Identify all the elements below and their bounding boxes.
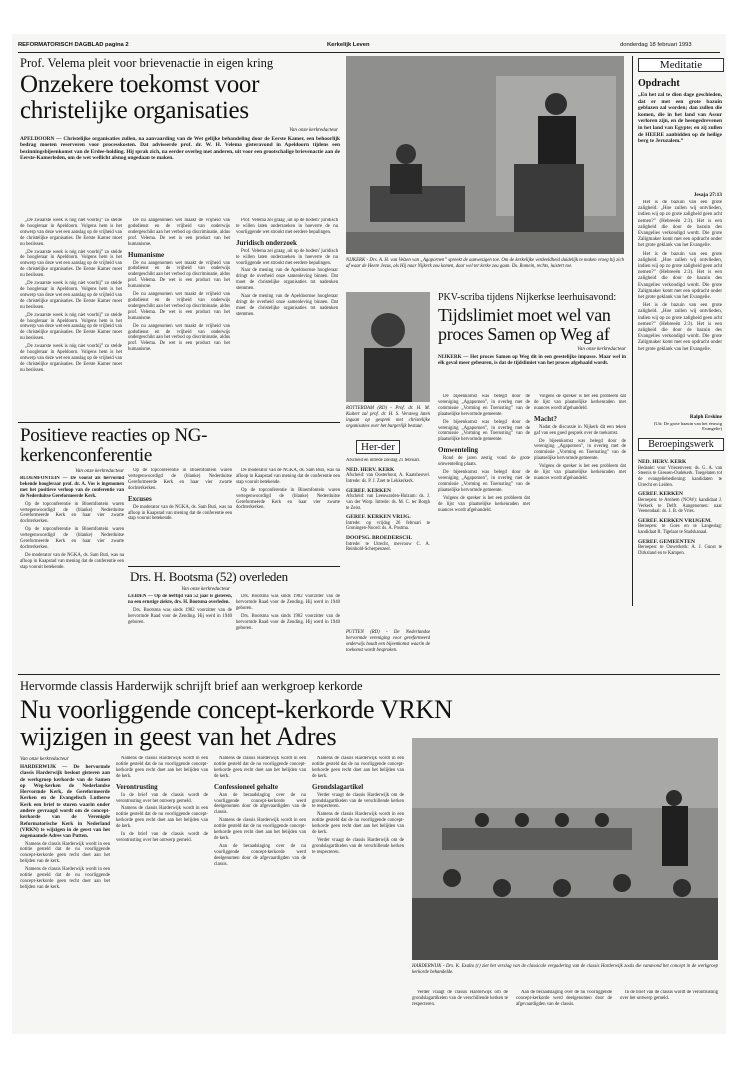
meditatie-title: Opdracht (638, 78, 680, 89)
article1-lead: APELDOORN — Christelijke organisaties zullen, na aanvaarding van de Wet gelijke behandeling door de Eerste Kamer, een behoorlijk bedrag moeten reserveren voor processkosten. Dat adviseerde prof. dr. W. H. Velema gisteravond in Apeldoorn tijdens een bezinningsbijeenkomst van de Erdee-holding. Hij sprak zich, na eerder overleg met anderen, uit voor een grootschalige brievenactie aan de Eerste-Kamerleden, om de wet wellicht alsnog ongedaan te maken. (20, 136, 340, 162)
beroep-church-4: GEREF. GEMEENTEN (638, 538, 695, 545)
article4-col1 (438, 394, 530, 664)
photo-harderwijk-drawing (412, 738, 718, 960)
meditatie-body-p1: Het is de bazuin van een grote zaligheid. „Hoe zullen wij ontvlieden, indien wij op zo grote zaligheid geen acht nemen?” (Hebreeën 2:3). Het is een zaligheid die door de bazuin des Evangelies verkondigd wordt. Die grote Zaligmaker komt met een opdracht onder het grote geklank van het Evangelie. (638, 200, 722, 249)
beroep-text-4: Beroepen: te Ouwerkerk: A. J. Gunst te Dirksland en te Kampen. (638, 545, 722, 557)
article3-col1 (128, 594, 232, 664)
herder-header: Her-der (356, 440, 400, 454)
masthead-right: donderdag 18 februari 1993 (620, 42, 692, 48)
masthead-left: REFORMATORISCH DAGBLAD pagina 2 (18, 42, 129, 48)
herder-church-3: GEREF. KERKEN VRIJG. (346, 514, 411, 521)
article1-body4: Naar de mening van de Apeldoornse hoogleraar dringt de overheid onze samenleving binnen. Dat moet de christelijke organisaties tot nadenken stemmen. (236, 268, 338, 292)
article5-lead: HARDERWIJK — De hervormde classis Harderwijk besloot gisteren aan de werkgroep kerkorde van de Samen op Weg-kerken de Nederlandse Hervormde Kerk, de Gereformeerde Kerken en de Evangelisch Lutherse Kerk een brief te sturen waarin onder andere gevraagd wordt om de concept-kerkorde van de Verenigde Reformatorische Kerk in Nederland (VRKN) te wijzigen in de geest van het zogenaamde Adres van Putten. (20, 764, 110, 840)
article5-body3b: Namens de classis Harderwijk wordt in een notitie gesteld dat de nu voorliggende concept-kerkorde geen recht doet aan het belijden van de kerk. (214, 818, 306, 841)
meditatie-body (638, 200, 722, 410)
article5-body2d: In de brief van de classis wordt de verontrusting over het ontwerp gemeld. (620, 990, 718, 1001)
article2-body: Op de topconferentie in Bloemfontein waren vertegenwoordigd de (blanke) Nederduitse Gereformeerde Kerk en haar vier zwarte dochterkerken. (20, 501, 124, 525)
article2-rule (18, 422, 340, 423)
article4-byline: Van onze kerkredacteur (577, 346, 626, 352)
article5-rule (18, 674, 720, 675)
article3-lead: LEIDEN — Op de leeftijd van 52 jaar is gisteren, na een ernstige ziekte, drs. H. Bootsma overleden. (128, 594, 232, 605)
article5-col5 (412, 990, 508, 1028)
article5-body4: Verder vraagt de classis Harderwijk om de grondslagartikelen van de verschillende kerken te respecteren. (312, 792, 404, 810)
photo-nijkerk-drawing (346, 56, 624, 254)
article3-col2 (236, 594, 340, 664)
photo4-caption: HARDERWIJK - Drs. K. Exalto (r) ziet het verslag van de classicale vergadering van de classis Harderwijk zoals die vanavond het concept in de werkgroep kerkorde behandelde. (412, 964, 718, 975)
article4-lead: NIJKERK — Het proces Samen op Weg dit in een geestelijke impasse. Maar wel in elk geval meer gebeuren, is dat de tijdslimiet van het proces afgehaald wordt. (438, 354, 626, 367)
article1-body3a: Prof. Velema zei graag ‚uit op de bodem’ juridisch te willen laten onderzoeken in hoeverre de nu voorliggende wet strookt met eerdere bepalingen. (236, 218, 338, 235)
article5-col6 (516, 990, 612, 1028)
article4-sub2: Omwenteling (438, 446, 479, 455)
article1-body2b: De nu aangenomen wet maakt de vrijheid van godsdienst en de vrijheid van onderwijs ondergeschikt aan het verbod op discriminatie, aldus prof. Velema. De wet is een product van het humanisme. (128, 292, 230, 321)
beroep-church-2: GEREF. KERKEN (638, 491, 684, 498)
article2-col2 (128, 468, 232, 563)
meditatie-note: (Uit: De grote bazuin van het eeuwig Evangelie) (653, 421, 722, 432)
article5-body4b: Namens de classis Harderwijk wordt in een notitie gesteld dat de nu voorliggende concept-kerkorde geen recht doet aan het belijden van de kerk. (312, 812, 404, 836)
beroep-text-3: Beroepen: te Goes en te Langeslag: kandidaat R. Tigelaar te Stadskanaal. (638, 524, 722, 536)
article5-body4d: Verder vraagt de classis Harderwijk om de grondslagartikelen van de verschillende kerken te respecteren. (412, 990, 508, 1007)
article2-body-d: Op de topconferentie in Bloemfontein waren vertegenwoordigd de (blanke) Nederduitse Gereformeerde Kerk en haar vier zwarte dochterkerken. (128, 468, 232, 491)
meditatie-header: Meditatie (638, 58, 724, 72)
article1-body1-cont2: „De zwaarste week is nóg niet voorbij” zo stelde de hoogleraar in Apeldoorn. Volgens hem is het ontwerp van deze wet een aanslag op de vrijheid van de christelijke organisaties. De Eerste Kamer moet nu beslissen. (20, 281, 122, 310)
photo3-caption: PUTTEN (RD) - De Nederlandse hervormde vereniging voor gereformeerd onderwijs houdt een bijeenkomst waarin de toekomst wordt besproken. (346, 630, 430, 653)
article1-body2: De nu aangenomen wet maakt de vrijheid van godsdienst en de vrijheid van onderwijs ondergeschikt aan het verbod op discriminatie, aldus prof. Velema. De wet is een product van het humanisme. (128, 260, 230, 290)
beroepingswerk-list (638, 456, 722, 616)
article5-kicker: Hervormde classis Harderwijk schrijft brief aan werkgroep kerkorde (20, 679, 363, 693)
article5-col3 (214, 756, 306, 1026)
article1-col2 (128, 218, 230, 418)
beroep-church-3: GEREF. KERKEN VRIJGEM. (638, 517, 712, 524)
herder-list (346, 458, 430, 628)
article1-kicker: Prof. Velema pleit voor brievenactie in eigen kring (20, 56, 274, 70)
article2-lead: BLOEMFONTEIN — De vooral als hervormd bekende hoogleraar prof. dr. A. Vos is ingenomen met het positieve verloop van de conferentie van de Nederduitse Gereformeerde Kerk. (20, 476, 124, 499)
article2-col3 (236, 468, 340, 563)
article4-body-b: De bijeenkomst was belegd door de vereniging „Agapornen”, in overleg met de commissie „Vorming en Toerusting” van de plaatselijke hervormde gemeente. (438, 419, 530, 443)
article2-col1 (20, 476, 124, 661)
article5-body4c: Verder vraagt de classis Harderwijk om de grondslagartikelen van de verschillende kerken te respecteren. (312, 837, 404, 855)
article5-sub3: Grondslagartikel (312, 782, 364, 791)
article5-body-d: Namens de classis Harderwijk wordt in een notitie gesteld dat de nu voorliggende concept-kerkorde geen recht doet aan het belijden van de kerk. (214, 756, 306, 779)
herder-text-4: Intrede: te Utrecht, mevrouw C. A. Reinhold-Scherpenzeel. (346, 541, 430, 553)
article4-col2 (534, 394, 626, 664)
newspaper-page (12, 34, 726, 1034)
meditatie-body-p2: Het is de bazuin van een grote zaligheid. „Hoe zullen wij ontvlieden, indien wij op zo grote zaligheid geen acht nemen?” (Hebreeën 2:3). Het is een zaligheid die door de bazuin des Evangelies verkondigd wordt. Die grote Zaligmaker komt met een opdracht onder het grote geklank van het Evangelie. (638, 251, 722, 301)
article5-col4 (312, 756, 404, 1026)
article3-body-b: Drs. Bootsma was sinds 1982 voorzitter van de hervormde Raad voor de Zending. Hij werd in 1940 geboren. (236, 594, 340, 611)
photo-kuitert-drawing (346, 292, 430, 402)
article1-body1-cont4: „De zwaarste week is nóg niet voorbij” zo stelde de hoogleraar in Apeldoorn. Volgens hem is het ontwerp van deze wet een aanslag op de vrijheid van de christelijke organisaties. De Eerste Kamer moet nu beslissen. (20, 344, 122, 373)
article2-title: Positieve reacties op NG-kerkenconferentie (20, 425, 208, 466)
photo1-caption: NIJKERK - Drs. A. H. van Velzen van „Agapornen” spreekt de aanwezigen toe. Om de kerkelijke verdeeldheid duidelijk te maken vroeg hij zich af waar de Heere Jezus, als Hij naar Nijkerk zou komen, daar wel ter kerke zou gaan. Ds. Romein, rechts, luistert toe. (346, 258, 624, 269)
article4-body: De bijeenkomst was belegd door de vereniging „Agapornen”, in overleg met de commissie „Vorming en Toerusting” van de plaatselijke hervormde gemeente. (438, 394, 530, 417)
article1-body2a: De nu aangenomen wet maakt de vrijheid van godsdienst en de vrijheid van onderwijs ondergeschikt aan het verbod op discriminatie, aldus prof. Velema. De wet is een product van het humanisme. (128, 218, 230, 247)
photo-harderwijk-classis (412, 738, 718, 960)
article5-sub1: Verontrusting (116, 782, 158, 791)
article2-body2b: De moderator van de NGKA, ds. Sam Buti, was na afloop in Kaapstad van mening dat de conferentie een stap vooruit betekende. (236, 468, 340, 485)
herder-text-2: Afscheid: van Leeuwarden-Huizum: ds. J. van der Worp. Intrede: ds. M. C. ter Borgh te Zeist. (346, 494, 430, 511)
meditatie-quote: „En het zal te dien dage geschieden, dat er met een grote bazuin geblazen zal worden; dan zullen die komen, die in het land van Assur verloren zijn, en de heengedrevenen in het land van Egypte; en zij zullen de HEERE aanbidden op de heilige berg te Jeruzalem.” (638, 92, 722, 145)
beroep-church-1: NED. HERV. KERK (638, 459, 687, 465)
meditatie-ref: Jesaja 27:13 (693, 192, 722, 198)
article2-body-b: Op de topconferentie in Bloemfontein waren vertegenwoordigd de (blanke) Nederduitse Gereformeerde Kerk en haar vier zwarte dochterkerken. (20, 527, 124, 550)
article1-col1 (20, 218, 122, 418)
article1-body2c: De nu aangenomen wet maakt de vrijheid van godsdienst en de vrijheid van onderwijs ondergeschikt aan het verbod op discriminatie, aldus prof. Velema. De wet is een product van het humanisme. (128, 323, 230, 353)
sidebar-rule (632, 56, 633, 606)
article2-byline: Van onze kerkredacteur (75, 468, 124, 474)
article5-body: Namens de classis Harderwijk wordt in een notitie gesteld dat de nu voorliggende concept-kerkorde geen recht doet aan het belijden van de kerk. (20, 841, 110, 865)
article4-body4b: De bijeenkomst was belegd door de vereniging „Agapornen”, in overleg met de commissie „Vorming en Toerusting” van de plaatselijke hervormde gemeente. (534, 438, 626, 462)
article4-body3: Rond de jaren zestig vond de grote omwenteling plaats. (438, 456, 530, 468)
meditatie-body-p3: Het is de bazuin van een grote zaligheid. „Hoe zullen wij ontvlieden, indien wij op zo grote zaligheid geen acht nemen?” (Hebreeën 2:3). Het is een zaligheid die door de bazuin des Evangelies verkondigd wordt. Die grote Zaligmaker komt met een opdracht onder het grote geklank van het Evangelie. (638, 303, 722, 352)
photo-nijkerk-speaker (346, 56, 624, 254)
article5-title: Nu voorliggende concept-kerkorde VRKN wijzigen in geest van het Adres (20, 695, 453, 751)
article1-sub1: Humanisme (128, 250, 165, 259)
article4-kicker: PKV-scriba tijdens Nijkerkse leerhuisavond: (438, 292, 617, 303)
article5-col7 (620, 990, 718, 1028)
article5-sub2: Confessioneel gehalte (214, 782, 278, 791)
article1-body1-cont: „De zwaarste week is nóg niet voorbij” zo stelde de hoogleraar in Apeldoorn. Volgens hem is het ontwerp van deze wet een aanslag op de vrijheid van de christelijke organisaties. De Eerste Kamer moet nu beslissen. (20, 249, 122, 279)
article1-col3 (236, 218, 338, 418)
article4-body4: Nadat de discussie in Nijkerk dit een teken gaf van een goed gesprek over de toekomst. (534, 424, 626, 436)
article1-sub2: Juridisch onderzoek (236, 238, 297, 247)
article5-body2: In de brief van de classis wordt de verontrusting over het ontwerp gemeld. (116, 792, 208, 804)
article5-col1 (20, 764, 110, 1026)
article5-body-c: Namens de classis Harderwijk wordt in een notitie gesteld dat de nu voorliggende concept-kerkorde geen recht doet aan het belijden van de kerk. (116, 756, 208, 779)
article3-rule (128, 566, 340, 567)
article4-body2: Volgens de spreker is het een probleem dat de lijst van plaatselijke kerkenraden met nuances wordt afgehandeld. (534, 394, 626, 411)
herder-text-3: Intrede: op vrijdag 26 februari te Groningen-Noord: ds. A. Postma. (346, 520, 430, 532)
article5-body2b: Namens de classis Harderwijk wordt in een notitie gesteld dat de nu voorliggende concept-kerkorde geen recht doet aan het belijden van de kerk. (116, 806, 208, 830)
article5-body-e: Namens de classis Harderwijk wordt in een notitie gesteld dat de nu voorliggende concept-kerkorde geen recht doet aan het belijden van de kerk. (312, 756, 404, 779)
herder-church-2: GEREF. KERKEN (346, 487, 392, 494)
article5-body-b: Namens de classis Harderwijk wordt in een notitie gesteld dat de nu voorliggende concept-kerkorde geen recht doet aan het belijden van de kerk. (20, 867, 110, 890)
article1-body4b: Naar de mening van de Apeldoornse hoogleraar dringt de overheid onze samenleving binnen. Dat moet de christelijke organisaties tot nadenken stemmen. (236, 294, 338, 317)
article3-byline: Van onze kerkredacteur (181, 586, 230, 592)
article2-body2: De moderator van de NGKA, ds. Sam Buti, was na afloop in Kaapstad van mening dat de conferentie een stap vooruit betekende. (128, 504, 232, 522)
article4-sub3: Macht? (534, 414, 557, 423)
article2-sub: Excuses (128, 494, 152, 503)
beroep-text-1: Bedankt: voor Vriezenveen: ds. G. A. van Steenis te Giessen-Oudekerk. Toegelaten tot de evangeliebediening: kandidaten te Utrecht en Leiden. (638, 465, 722, 488)
beroepingswerk-header: Beroepingswerk (638, 438, 724, 451)
meditatie-author: Ralph Erskine (689, 414, 722, 420)
article2-body-e: Op de topconferentie in Bloemfontein waren vertegenwoordigd de (blanke) Nederduitse Gereformeerde Kerk en haar vier zwarte dochterkerken. (236, 487, 340, 511)
article3-body-c: Drs. Bootsma was sinds 1982 voorzitter van de hervormde Raad voor de Zending. Hij werd in 1940 geboren. (236, 613, 340, 631)
article5-byline: Van onze kerkredacteur (20, 756, 69, 762)
masthead-center: Kerkelijk Leven (327, 42, 370, 48)
article2-body-c: De moderator van de NGKA, ds. Sam Buti, was na afloop in Kaapstad van mening dat de conferentie een stap vooruit betekende. (20, 552, 124, 570)
article3-title: Drs. H. Bootsma (52) overleden (130, 569, 288, 584)
article4-body3b: De bijeenkomst was belegd door de vereniging „Agapornen”, in overleg met de commissie „Vorming en Toerusting” van de plaatselijke hervormde gemeente. (438, 470, 530, 493)
article1-body1-cont3: „De zwaarste week is nóg niet voorbij” zo stelde de hoogleraar in Apeldoorn. Volgens hem is het ontwerp van deze wet een aanslag op de vrijheid van de christelijke organisaties. De Eerste Kamer moet nu beslissen. (20, 312, 122, 342)
article1-body3: Prof. Velema zei graag ‚uit op de bodem’ juridisch te willen laten onderzoeken in hoeverre de nu voorliggende wet strookt met eerdere bepalingen. (236, 248, 338, 266)
article5-body3: Aan de beraadslaging over de nu voorliggende concept-kerkorde werd deelgenomen door de afgevaardigden van de classis. (214, 792, 306, 816)
article1-title: Onzekere toekomst voor christelijke organisaties (20, 71, 260, 124)
article4-title: Tijdslimiet moet wel van proces Samen op Weg af (438, 305, 611, 344)
article4-body4c: Volgens de spreker is het een probleem dat de lijst van plaatselijke kerkenraden met nuances wordt afgehandeld. (534, 464, 626, 481)
article4-body3c: Volgens de spreker is het een probleem dat de lijst van plaatselijke kerkenraden met nuances wordt afgehandeld. (438, 495, 530, 513)
article5-body3c: Aan de beraadslaging over de nu voorliggende concept-kerkorde werd deelgenomen door de afgevaardigden van de classis. (214, 843, 306, 867)
article5-body3d: Aan de beraadslaging over de nu voorliggende concept-kerkorde werd deelgenomen door de afgevaardigden van de classis. (516, 990, 612, 1007)
herder-text-1: Afscheid: van Oosterhout, A. Kaatsheuvel. Intrede: ds. P. J. Zoet te Lekkerkerk. (346, 473, 430, 484)
article5-col2 (116, 756, 208, 1026)
article1-body1: „De zwaarste week is nóg niet voorbij” zo stelde de hoogleraar in Apeldoorn. Volgens hem is het ontwerp van deze wet een aanslag op de vrijheid van de christelijke organisaties. De Eerste Kamer moet nu beslissen. (20, 218, 122, 247)
photo-kuitert (346, 292, 430, 402)
article1-byline: Van onze kerkredacteur (289, 127, 338, 133)
beroep-text-2: Beroepen: te Arnhem (NOW): kandidaat J. Verkerk te Delft. Aangenomen: naar Veenendaal: ds. J. B. de Vries. (638, 497, 722, 515)
photo2-caption: ROTTERDAM (RD) - Prof. dr. H. M. Kuitert zal prof. dr. H. S. Versteeg laten ingaan op gesprek met christelijke organisaties over het burgerlijk bestuur. (346, 406, 430, 429)
herder-church-1: NED. HERV. KERK (346, 466, 395, 473)
article5-body2c: In de brief van de classis wordt de verontrusting over het ontwerp gemeld. (116, 832, 208, 843)
herder-intro: Afscheid en intrede zondag 21 februari. (346, 458, 421, 463)
article3-body: Drs. Bootsma was sinds 1982 voorzitter van de hervormde Raad voor de Zending. Hij werd in 1940 geboren. (128, 607, 232, 625)
herder-church-4: DOOPSG. BROEDERSCH. (346, 535, 412, 542)
masthead-rule (18, 52, 720, 53)
